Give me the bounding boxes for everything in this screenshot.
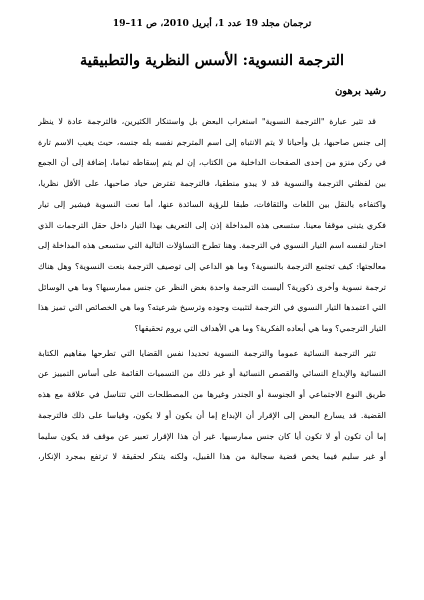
running-header: ترجمان مجلد 19 عدد 1، أبريل 2010، ص 11–19 — [112, 18, 312, 29]
paragraph-line: فكري يتبنى موقفا معينا. ستسعى هذه المداخلة إذن إلى التعريف بهذا التيار داخل حقل الترجمات الذي — [38, 219, 386, 230]
paragraph-line: إما أن تكون أو لا تكون أيا كان جنس ممارسيها. غير أن هذا الإقرار تعبير عن موقف قد يكون سليما — [38, 430, 386, 441]
paragraph-1 — [38, 111, 386, 339]
paragraph-line: قد تثير عبارة "الترجمة النسوية" استغراب البعض بل واستنكار الكثيرين، فالترجمة عادة لا ينظر — [38, 116, 376, 126]
paragraph-line: ترجمة نسوية وأخرى ذكورية؟ أليست الترجمة واحدة بغض النظر عن جنس ممارسيها؟ وما هي الوسائل — [38, 281, 386, 292]
paragraph-line: تثير الترجمة النسائية عموما والترجمة النسوية تحديدا نفس القضايا التي تطرحها مفاهيم الكتابة — [38, 347, 376, 358]
paragraph-2 — [38, 343, 386, 467]
paragraph-line: واكتفاءه بالنقل بين اللغات والثقافات، طبقا للرؤية السائدة عنها، أما نعت النسوية فيشير إلى تيار — [38, 198, 386, 209]
author-name: رشيد برهون — [334, 86, 386, 97]
paragraph-line: اختار لنفسه اسم التيار النسوي في الترجمة. وهنا تطرح التساؤلات التالية التي ستسعى هذه المداخلة إلى — [38, 240, 386, 251]
paragraph-line: معالجتها: كيف تجتمع الترجمة بالنسوية؟ وما هو الداعي إلى توصيف الترجمة بنعت النسوية؟ وهل هناك — [38, 260, 386, 271]
paragraph-line: أو غير سليم فيما يخص قضية سجالية من هذا القبيل، ولكنه يتنكر لحقيقة لا ترتفع بمجرد الإنكار، — [38, 451, 386, 462]
paragraph-line: النسائية والإبداع النسائي والقصص النسائية أو غير ذلك من التسميات القائمة على أساس التمييز عن — [38, 368, 386, 379]
article-title: الترجمة النسوية: الأسس النظرية والتطبيقية — [80, 52, 344, 69]
paragraph-line: القضية. قد يسارع البعض إلى الإقرار أن الإبداع إما أن يكون أو لا يكون، وقياسا على ذلك فالترجمة — [38, 409, 386, 420]
paragraph-line: إلى جنس صاحبها، بل وأحيانا لا يتم الانتباه إلى اسم المترجم نفسه بله جنسه، حيث يغيب الاسم تارة — [38, 136, 386, 147]
paragraph-line: التي اعتمدها التيار النسوي في الترجمة لتثبيت وجوده وترسيخ شرعيته؟ وما هي الخصائص التي تميز هذا — [38, 302, 386, 313]
paragraph-line: طريق النوع الاجتماعي أو الجنوسة أو الجندر وغيرها من المصطلحات التي تتناسل في علاقة مع هذه — [38, 389, 386, 400]
paragraph-line: التيار الترجمي؟ وما هي أبعاده الفكرية؟ وما هي الأهداف التي يروم تحقيقها؟ — [134, 323, 386, 334]
paragraph-line: في ركن منزو من إحدى الصفحات الداخلية من الكتاب، إن لم يتم إسقاطه تماما، إضافة إلى أن الجمع — [38, 157, 386, 168]
paragraph-line: بين لفظتي الترجمة والنسوية قد لا يبدو منطقيا، فالترجمة تفترض حياد صاحبها، على الأقل نظريا، — [38, 178, 386, 189]
